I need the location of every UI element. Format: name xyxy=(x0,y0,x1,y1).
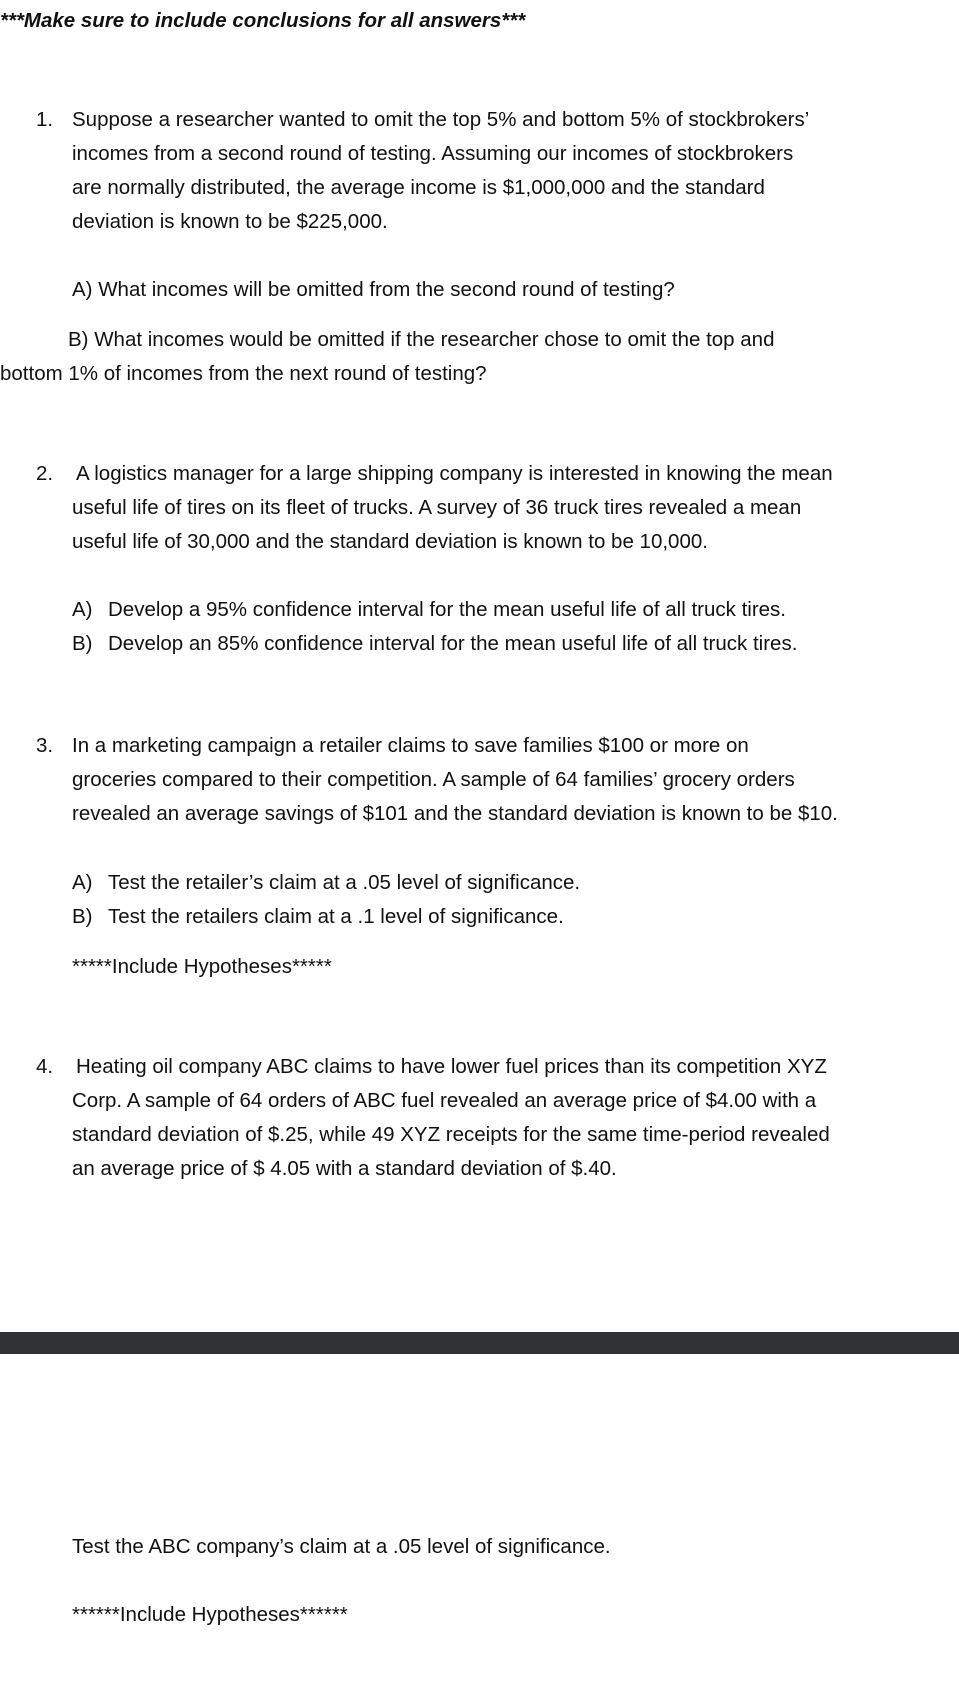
question-1-part-b-line-2: bottom 1% of incomes from the next round of testing? xyxy=(0,362,487,385)
question-1-number: 1. xyxy=(36,108,54,131)
question-2-part-a-text: Develop a 95% confidence interval for the mean useful life of all truck tires. xyxy=(108,598,786,621)
question-4-task: Test the ABC company’s claim at a .05 level of significance. xyxy=(72,1535,611,1558)
question-2-number: 2. xyxy=(36,462,54,485)
question-1-part-b-line-1: B) What incomes would be omitted if the researcher chose to omit the top and xyxy=(68,328,775,351)
question-3-hypotheses-note: *****Include Hypotheses***** xyxy=(72,955,332,978)
question-3-part-a xyxy=(72,866,580,900)
question-4-line-1: Heating oil company ABC claims to have lower fuel prices than its competition XYZ xyxy=(76,1055,827,1078)
question-3-part-b xyxy=(72,900,564,934)
question-2-part-a-label: A) xyxy=(72,598,93,621)
page-header-instruction: ***Make sure to include conclusions for all answers*** xyxy=(0,9,526,32)
question-3-number: 3. xyxy=(36,734,54,757)
question-2-part-b xyxy=(72,627,797,661)
question-3-part-b-label: B) xyxy=(72,905,93,928)
question-1-line-3: are normally distributed, the average income is $1,000,000 and the standard xyxy=(72,176,765,199)
question-4-line-2: Corp. A sample of 64 orders of ABC fuel revealed an average price of $4.00 with a xyxy=(72,1089,817,1112)
question-3-line-3: revealed an average savings of $101 and the standard deviation is known to be $10. xyxy=(72,802,838,825)
question-1-part-a: A) What incomes will be omitted from the second round of testing? xyxy=(72,278,675,301)
question-3-part-a-text: Test the retailer’s claim at a .05 level of significance. xyxy=(108,871,581,894)
question-3-part-a-label: A) xyxy=(72,871,93,894)
question-2-line-3: useful life of 30,000 and the standard deviation is known to be 10,000. xyxy=(72,530,708,553)
question-3-line-1: In a marketing campaign a retailer claims to save families $100 or more on xyxy=(72,734,749,757)
question-1-line-4: deviation is known to be $225,000. xyxy=(72,210,388,233)
question-2-line-2: useful life of tires on its fleet of trucks. A survey of 36 truck tires revealed a mean xyxy=(72,496,802,519)
question-2-part-b-text: Develop an 85% confidence interval for the mean useful life of all truck tires. xyxy=(108,632,798,655)
question-4-hypotheses-note: ******Include Hypotheses****** xyxy=(72,1603,348,1626)
question-3-line-2: groceries compared to their competition. A sample of 64 families’ grocery orders xyxy=(72,768,795,791)
page-break-divider xyxy=(0,1332,959,1354)
question-3-part-b-text: Test the retailers claim at a .1 level of significance. xyxy=(108,905,564,928)
question-4-line-3: standard deviation of $.25, while 49 XYZ receipts for the same time-period revealed xyxy=(72,1123,830,1146)
question-2-part-a xyxy=(72,593,786,627)
question-2-line-1: A logistics manager for a large shipping company is interested in knowing the mean xyxy=(76,462,833,485)
question-1-line-1: Suppose a researcher wanted to omit the top 5% and bottom 5% of stockbrokers’ xyxy=(72,108,810,131)
question-1-line-2: incomes from a second round of testing. Assuming our incomes of stockbrokers xyxy=(72,142,794,165)
question-4-number: 4. xyxy=(36,1055,54,1078)
question-2-part-b-label: B) xyxy=(72,632,93,655)
question-4-line-4: an average price of $ 4.05 with a standard deviation of $.40. xyxy=(72,1157,617,1180)
